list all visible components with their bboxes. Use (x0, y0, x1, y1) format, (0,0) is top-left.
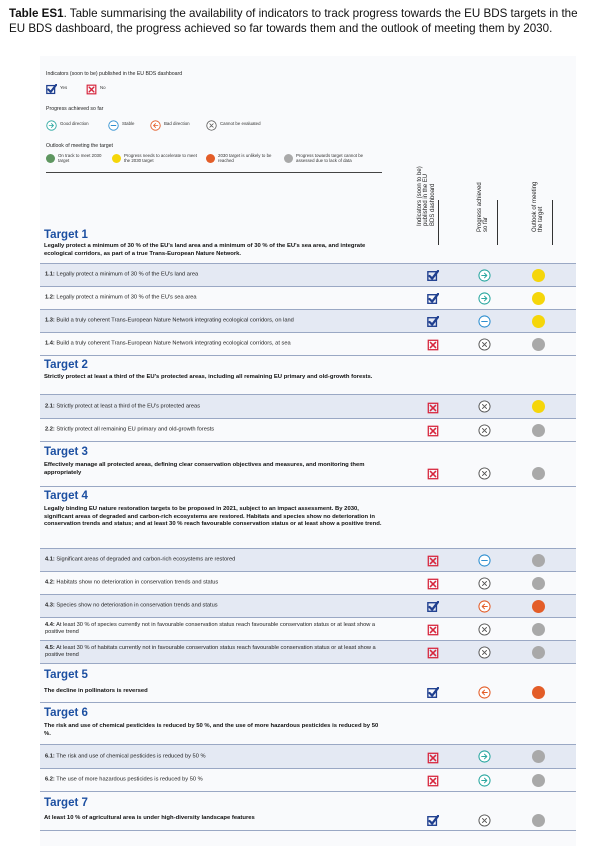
row-text: Habitats show no deterioration in conservation trends and status (56, 579, 219, 586)
legend-accelerate-label: Progress needs to accelerate to meet the 2030 target (124, 153, 197, 163)
legend-stable (108, 118, 134, 129)
legend-bad-label: Bad direction (164, 121, 190, 126)
column-header-progress-label: Progress achieved so far (477, 182, 490, 233)
row-text: The risk and use of chemical pesticides is reduced by 50 % (56, 752, 206, 759)
legend-good (46, 118, 89, 129)
target-4-title: Target 4 (44, 490, 88, 502)
row-label (45, 602, 380, 609)
row-label (45, 579, 380, 586)
legend-cannot (206, 118, 261, 129)
cannot-evaluate-icon (478, 646, 491, 659)
column-header-indicators (417, 166, 436, 245)
column-header-outlook-label: Outlook of meeting the target (532, 181, 545, 233)
grey-dot-icon (532, 554, 545, 567)
caption-text: . Table summarising the availability of indicators to track progress towards the EU BDS targets in the EU BDS dashboard, the progress achieved so far towards them and the outlook of meeting them by 2030. (9, 7, 578, 35)
grey-dot-icon (532, 774, 545, 787)
row-number: 4.1: (45, 556, 55, 563)
checkbox-check-icon (427, 686, 439, 698)
checkbox-cross-icon (427, 554, 439, 566)
row-divider (40, 441, 576, 442)
cannot-evaluate-icon (206, 118, 217, 129)
table-row (40, 745, 576, 768)
row-label (45, 317, 380, 324)
checkbox-check-icon (427, 292, 439, 304)
good-direction-icon (46, 118, 57, 129)
row-label (45, 271, 380, 278)
checkbox-check-icon (427, 814, 439, 826)
row-text: Build a truly coherent Trans-European Nature Network integrating ecological corridors, on land (56, 317, 294, 324)
cannot-evaluate-icon (478, 814, 491, 827)
checkbox-cross-icon (427, 338, 439, 350)
row-divider (40, 355, 576, 356)
legend-yes-label: Yes (60, 85, 68, 90)
column-divider (552, 200, 553, 245)
checkbox-check-icon (46, 82, 57, 93)
grey-dot-icon (532, 577, 545, 590)
checkbox-check-icon (427, 600, 439, 612)
legend-lack (284, 153, 382, 163)
row-number: 6.1: (45, 752, 55, 759)
cannot-evaluate-icon (478, 467, 491, 480)
grey-dot-icon (532, 424, 545, 437)
row-divider (40, 663, 576, 664)
caption-label: Table ES1 (9, 7, 64, 20)
cannot-evaluate-icon (478, 424, 491, 437)
row-number: 4.4: (45, 621, 55, 628)
row-divider (40, 702, 576, 703)
row-number: 1.3: (45, 317, 55, 324)
table-row (40, 595, 576, 617)
target-2-title: Target 2 (44, 359, 88, 371)
target-2-desc: Strictly protect at least a third of the EU's protected areas, including all remaining EU primary and old-growth forests. (44, 374, 373, 380)
table-row (40, 572, 576, 594)
grey-dot-icon (532, 338, 545, 351)
target-6-desc: The risk and use of chemical pesticides is reduced by 50 %, and the use of more hazardous pesticides is reduced by 50 %. (44, 723, 379, 737)
table-row (40, 310, 576, 332)
row-label (45, 645, 380, 659)
yellow-dot-icon (532, 315, 545, 328)
target-1-desc: Legally protect a minimum of 30 % of the EU's land area and a minimum of 30 % of the EU's sea area, and integrate ecological corridors, as part of a true Trans-European Nature Network. (44, 243, 366, 257)
table-row (40, 618, 576, 640)
row-number: 4.5: (45, 644, 55, 651)
checkbox-cross-icon (427, 424, 439, 436)
row-divider (40, 830, 576, 831)
row-label (45, 294, 380, 301)
checkbox-cross-icon (427, 401, 439, 413)
column-divider (497, 200, 498, 245)
row-number: 1.4: (45, 340, 55, 347)
legend-divider (46, 172, 382, 173)
row-label (45, 340, 380, 347)
legend-accelerate (112, 153, 202, 163)
row-text: At least 30 % of species currently not in favourable conservation status reach favourable conservation status or at least show a positive trend (45, 621, 376, 635)
row-text: Strictly protect at least a third of the EU's protected areas (56, 402, 201, 409)
column-header-outlook (532, 175, 546, 245)
good-direction-icon (478, 292, 491, 305)
row-label (45, 776, 380, 783)
legend-unlikely (206, 153, 274, 163)
grey-dot-icon (532, 814, 545, 827)
target-3-title: Target 3 (44, 446, 88, 458)
legend-no (86, 82, 106, 93)
good-direction-icon (478, 774, 491, 787)
legend-bad (150, 118, 190, 129)
grey-dot-icon (284, 154, 293, 163)
checkbox-check-icon (427, 269, 439, 281)
checkbox-cross-icon (427, 646, 439, 658)
target-7-desc: At least 10 % of agricultural area is under high-diversity landscape features (44, 815, 255, 821)
row-divider (40, 791, 576, 792)
grey-dot-icon (532, 467, 545, 480)
good-direction-icon (478, 750, 491, 763)
target-6-title: Target 6 (44, 707, 88, 719)
cannot-evaluate-icon (478, 577, 491, 590)
row-text: Significant areas of degraded and carbon-rich ecosystems are restored (56, 556, 236, 563)
grey-dot-icon (532, 750, 545, 763)
orange-dot-icon (532, 686, 545, 699)
target-1-title: Target 1 (44, 229, 88, 241)
row-number: 2.2: (45, 426, 55, 433)
row-label (45, 753, 380, 760)
checkbox-cross-icon (427, 467, 439, 479)
checkbox-check-icon (427, 315, 439, 327)
row-number: 6.2: (45, 776, 55, 783)
checkbox-cross-icon (427, 623, 439, 635)
legend-on-track (46, 153, 106, 163)
grey-dot-icon (532, 623, 545, 636)
row-label (45, 403, 380, 410)
row-label (45, 426, 380, 433)
legend-progress-title: Progress achieved so far (46, 106, 104, 112)
checkbox-cross-icon (427, 751, 439, 763)
table-row (40, 641, 576, 663)
row-text: The use of more hazardous pesticides is reduced by 50 % (56, 776, 203, 783)
table-row (40, 549, 576, 571)
bad-direction-icon (478, 686, 491, 699)
stable-icon (478, 554, 491, 567)
row-number: 1.1: (45, 271, 55, 278)
legend-stable-label: Stable (122, 121, 135, 126)
cannot-evaluate-icon (478, 623, 491, 636)
orange-dot-icon (532, 600, 545, 613)
yellow-dot-icon (532, 400, 545, 413)
row-label (45, 556, 380, 563)
good-direction-icon (478, 269, 491, 282)
legend-indicators-title: Indicators (soon to be) published in the EU BDS dashboard (46, 71, 183, 77)
row-text: Build a truly coherent Trans-European Nature Network integrating ecological corridors, at sea (56, 340, 291, 347)
bad-direction-icon (478, 600, 491, 613)
table-row (40, 333, 576, 355)
row-label (45, 622, 380, 636)
row-text: Legally protect a minimum of 30 % of the EU's land area (56, 271, 199, 278)
checkbox-cross-icon (427, 577, 439, 589)
yellow-dot-icon (532, 292, 545, 305)
legend-on-track-label: On track to meet 2030 target (58, 153, 102, 163)
legend-good-label: Good direction (60, 121, 89, 126)
legend-yes (46, 82, 67, 93)
orange-dot-icon (206, 154, 215, 163)
grey-dot-icon (532, 646, 545, 659)
table-row (40, 395, 576, 418)
column-header-progress (477, 175, 491, 245)
cannot-evaluate-icon (478, 338, 491, 351)
stable-icon (478, 315, 491, 328)
checkbox-cross-icon (86, 82, 97, 93)
table-row (40, 264, 576, 286)
target-5-title: Target 5 (44, 669, 88, 681)
row-text: Species show no deterioration in conservation trends and status (56, 602, 218, 609)
legend-outlook-title: Outlook of meeting the target (46, 143, 113, 149)
legend-lack-label: Progress towards target cannot be assessed due to lack of data (296, 153, 364, 163)
legend-cannot-label: Cannot be evaluated (220, 121, 261, 126)
target-3-desc: Effectively manage all protected areas, defining clear conservation objectives and measures, and monitoring them appropriately (44, 462, 365, 476)
yellow-dot-icon (532, 269, 545, 282)
bad-direction-icon (150, 118, 161, 129)
table-row (40, 769, 576, 791)
row-number: 4.3: (45, 602, 55, 609)
legend-no-label: No (100, 85, 106, 90)
row-number: 2.1: (45, 402, 55, 409)
row-number: 4.2: (45, 579, 55, 586)
stable-icon (108, 118, 119, 129)
checkbox-cross-icon (427, 774, 439, 786)
column-header-indicators-label: Indicators (soon to be) published in the EU BDS dashboard (417, 166, 436, 226)
row-number: 1.2: (45, 294, 55, 301)
target-7-title: Target 7 (44, 797, 88, 809)
table-caption (9, 6, 594, 36)
table-row (40, 287, 576, 309)
row-text: Strictly protect all remaining EU primary and old-growth forests (56, 426, 215, 433)
target-4-desc: Legally binding EU nature restoration targets to be proposed in 2021, subject to an impact assessment. By 2030, significant areas of degraded and carbon-rich ecosystems are restored. Habitats and species show no deterioration in conservation trends and status; and at least 30 % reach favourable conservation status or at least show a positive trend. (44, 506, 382, 528)
target-5-desc: The decline in pollinators is reversed (44, 688, 148, 694)
cannot-evaluate-icon (478, 400, 491, 413)
green-dot-icon (46, 154, 55, 163)
table-row (40, 419, 576, 441)
legend-unlikely-label: 2030 target is unlikely to be reached (218, 153, 272, 163)
column-divider (438, 200, 439, 245)
yellow-dot-icon (112, 154, 121, 163)
row-text: At least 30 % of habitats currently not in favourable conservation status reach favourable conservation status or at least show a positive trend (45, 644, 376, 658)
row-divider (40, 486, 576, 487)
row-text: Legally protect a minimum of 30 % of the EU's sea area (56, 294, 197, 301)
